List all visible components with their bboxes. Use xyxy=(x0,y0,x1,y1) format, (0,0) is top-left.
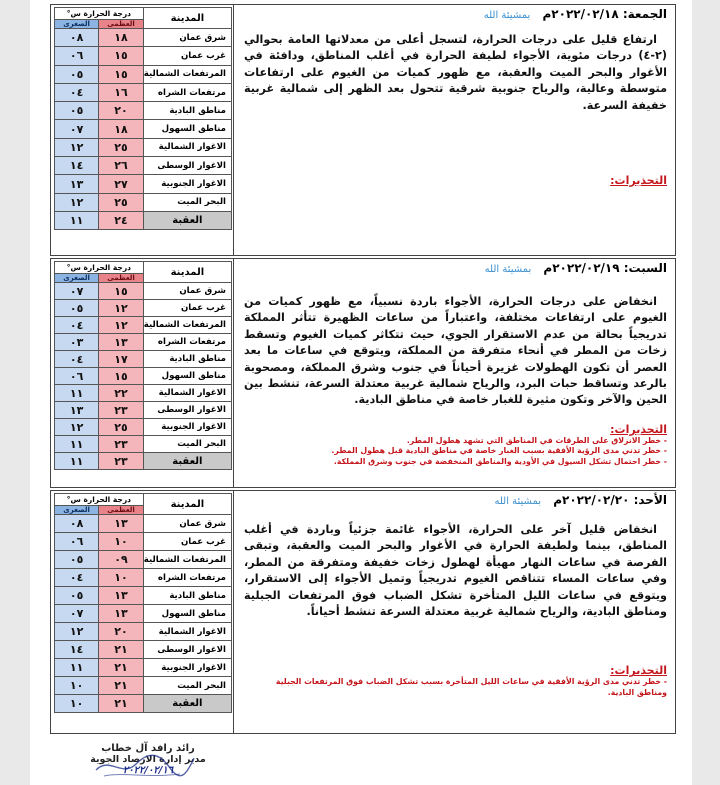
temperature-column-header: درجة الحرارة س° xyxy=(55,8,144,20)
blessing-text: بمشيئة الله xyxy=(494,496,542,507)
table-row xyxy=(55,83,232,101)
max-temp: ٢٢ xyxy=(99,385,143,402)
min-temp: ٠٥ xyxy=(55,551,99,569)
city-name: الاغوار الشمالية xyxy=(143,385,231,402)
max-temp: ٢٣ xyxy=(99,402,143,419)
table-row xyxy=(55,402,232,419)
temperature-column-header: درجة الحرارة س° xyxy=(55,494,144,506)
min-temp: ١١ xyxy=(55,436,99,453)
min-temp: ١٠ xyxy=(55,695,99,713)
table-row xyxy=(55,659,232,677)
city-name: الاغوار الجنوبية xyxy=(143,659,231,677)
city-name: مناطق البادية xyxy=(143,351,231,368)
max-temp: ٢١ xyxy=(99,677,143,695)
table-row xyxy=(55,385,232,402)
handwritten-signature xyxy=(90,748,200,782)
max-temp: ١٣ xyxy=(99,587,143,605)
table-row xyxy=(55,29,232,47)
city-name: الاغوار الجنوبية xyxy=(143,419,231,436)
temperature-column-header: درجة الحرارة س° xyxy=(55,262,144,274)
city-name: الاغوار الجنوبية xyxy=(143,175,231,193)
warnings-title: التحذيرات: xyxy=(610,664,667,678)
min-temp: ١٢ xyxy=(55,419,99,436)
city-name: البحر الميت xyxy=(143,436,231,453)
max-temp: ٢١ xyxy=(99,695,143,713)
table-row xyxy=(55,300,232,317)
table-row xyxy=(55,533,232,551)
max-temp: ٢٧ xyxy=(99,175,143,193)
table-row xyxy=(55,677,232,695)
max-temp: ١٧ xyxy=(99,351,143,368)
forecast-paragraph: انخفاض قليل آخر على الحرارة، الأجواء غائمة جزئياً وباردة في أغلب المناطق، بينما ولطيفة الحرارة في الأغوار والبحر الميت والعقبة، وتبقى الفرصة في ساعات النهار مهيأة لهطول زخات خفيفة ومتفرقة من المطر، وفي ساعات المساء تتناقص الغيوم تدريجياً وتميل الأجواء إلى الاستقرار، ويتوقع في ساعات الليل المتأخرة تشكل الضباب فوق المرتفعات الجبلية ومناطق البادية، والرياح شمالية غربية معتدلة السرعة تنشط أحياناً. xyxy=(244,523,667,619)
document-page xyxy=(30,0,692,785)
max-temp: ٢٦ xyxy=(99,157,143,175)
table-row xyxy=(55,138,232,156)
max-temp: ١٥ xyxy=(99,283,143,300)
city-name: البحر الميت xyxy=(143,193,231,211)
city-name: مناطق البادية xyxy=(143,587,231,605)
max-temp: ١٦ xyxy=(99,83,143,101)
table-row xyxy=(55,120,232,138)
table-row xyxy=(55,605,232,623)
table-row xyxy=(55,569,232,587)
forecast-text-column xyxy=(233,259,675,487)
min-temp: ٠٥ xyxy=(55,65,99,83)
min-temp: ١٤ xyxy=(55,157,99,175)
min-temp: ٠٥ xyxy=(55,102,99,120)
min-temp: ١٠ xyxy=(55,677,99,695)
city-column-header: المدينة xyxy=(143,262,231,283)
min-temp: ٠٦ xyxy=(55,533,99,551)
max-temp: ٢٠ xyxy=(99,623,143,641)
city-name: مناطق البادية xyxy=(143,102,231,120)
max-column-header: العظمى xyxy=(99,506,143,515)
city-name: الاغوار الشمالية xyxy=(143,138,231,156)
day-date: السبت: ٢٠٢٢/٠٢/١٩م xyxy=(543,261,667,275)
min-temp: ١٢ xyxy=(55,138,99,156)
city-name: العقبة xyxy=(143,453,231,470)
min-temp: ٠٦ xyxy=(55,47,99,65)
min-temp: ٠٤ xyxy=(55,317,99,334)
signatory-name: رائد رافد آل خطاب xyxy=(101,743,195,754)
day-date-line xyxy=(244,493,667,508)
max-temp: ٢٥ xyxy=(99,138,143,156)
min-temp: ١٢ xyxy=(55,623,99,641)
max-temp: ١٥ xyxy=(99,65,143,83)
warning-item: - خطر الانزلاق على الطرقات في المناطق التي تشهد هطول المطر. xyxy=(406,435,667,445)
city-name: الاغوار الوسطى xyxy=(143,402,231,419)
table-row xyxy=(55,102,232,120)
table-row xyxy=(55,587,232,605)
min-temp: ١٣ xyxy=(55,402,99,419)
temperature-table xyxy=(54,7,232,230)
city-name: مرتفعات الشراه xyxy=(143,569,231,587)
max-temp: ١٣ xyxy=(99,334,143,351)
max-temp: ١٨ xyxy=(99,120,143,138)
table-row xyxy=(55,334,232,351)
table-row xyxy=(55,515,232,533)
max-temp: ١٢ xyxy=(99,300,143,317)
min-temp: ٠٨ xyxy=(55,29,99,47)
temperature-table-panel xyxy=(51,491,235,733)
table-row xyxy=(55,368,232,385)
table-row xyxy=(55,157,232,175)
city-column-header: المدينة xyxy=(143,494,231,515)
table-row xyxy=(55,65,232,83)
min-temp: ١١ xyxy=(55,385,99,402)
warning-item: - خطر تدني مدى الرؤية الأفقية بسبب الغبار خاصة في مناطق البادية قبل هطول المطر. xyxy=(331,446,667,456)
min-temp: ٠٥ xyxy=(55,300,99,317)
max-temp: ٠٩ xyxy=(99,551,143,569)
city-name: غرب عمان xyxy=(143,533,231,551)
max-temp: ٢٥ xyxy=(99,193,143,211)
max-temp: ٢٥ xyxy=(99,419,143,436)
city-name: غرب عمان xyxy=(143,47,231,65)
max-temp: ١٥ xyxy=(99,368,143,385)
max-temp: ١٢ xyxy=(99,317,143,334)
table-row xyxy=(55,211,232,229)
blessing-text: بمشيئة الله xyxy=(484,264,532,275)
min-temp: ٠٥ xyxy=(55,587,99,605)
min-temp: ١٣ xyxy=(55,175,99,193)
table-row xyxy=(55,175,232,193)
temperature-table xyxy=(54,261,232,470)
forecast-text-column xyxy=(233,491,675,733)
min-temp: ٠٧ xyxy=(55,605,99,623)
city-name: شرق عمان xyxy=(143,283,231,300)
min-column-header: الصغرى xyxy=(55,506,99,515)
city-name: المرتفعات الشمالية xyxy=(143,317,231,334)
forecast-day-2 xyxy=(50,258,676,488)
city-name: مناطق السهول xyxy=(143,368,231,385)
min-temp: ٠٧ xyxy=(55,283,99,300)
city-name: المرتفعات الشمالية xyxy=(143,551,231,569)
min-column-header: الصغرى xyxy=(55,274,99,283)
max-temp: ٢٣ xyxy=(99,436,143,453)
min-temp: ١١ xyxy=(55,659,99,677)
day-date-line xyxy=(244,7,667,22)
city-name: العقبة xyxy=(143,695,231,713)
forecast-paragraph: ارتفاع قليل على درجات الحرارة، لتسجل أعلى من معدلاتها العامة بحوالي (٢-٤) درجات مئوية، الأجواء لطيفة الحرارة في أغلب المناطق، ودافئة في الأغوار والبحر الميت والعقبة، مع ظهور كميات من الغيوم على ارتفاعات متوسطة وعالية، والرياح جنوبية شرقية تتحول بعد الظهر إلى شمالية غربية خفيفة السرعة. xyxy=(244,33,667,112)
city-name: الاغوار الشمالية xyxy=(143,623,231,641)
max-temp: ١٣ xyxy=(99,605,143,623)
city-name: الاغوار الوسطى xyxy=(143,157,231,175)
max-column-header: العظمى xyxy=(99,274,143,283)
min-temp: ١٤ xyxy=(55,641,99,659)
table-row xyxy=(55,453,232,470)
max-temp: ٢٤ xyxy=(99,211,143,229)
min-temp: ١١ xyxy=(55,453,99,470)
min-temp: ٠٣ xyxy=(55,334,99,351)
min-column-header: الصغرى xyxy=(55,20,99,29)
day-date-line xyxy=(244,261,667,276)
day-date: الجمعة: ٢٠٢٢/٠٢/١٨م xyxy=(542,7,667,21)
temperature-table-panel xyxy=(51,5,235,255)
min-temp: ٠٤ xyxy=(55,351,99,368)
max-temp: ٢١ xyxy=(99,659,143,677)
city-name: غرب عمان xyxy=(143,300,231,317)
city-name: مرتفعات الشراه xyxy=(143,83,231,101)
table-row xyxy=(55,623,232,641)
min-temp: ٠٨ xyxy=(55,515,99,533)
city-name: مناطق السهول xyxy=(143,605,231,623)
min-temp: ٠٤ xyxy=(55,569,99,587)
warning-item: - خطر احتمال تشكل السيول في الأودية والمناطق المنخفضة في جنوب وشرق المملكة. xyxy=(333,456,667,466)
warnings-title: التحذيرات: xyxy=(610,422,667,436)
city-name: مرتفعات الشراه xyxy=(143,334,231,351)
table-row xyxy=(55,695,232,713)
city-column-header: المدينة xyxy=(143,8,231,29)
temperature-table-panel xyxy=(51,259,235,487)
table-row xyxy=(55,436,232,453)
forecast-text-column xyxy=(233,5,675,255)
max-temp: ١٣ xyxy=(99,515,143,533)
min-temp: ١١ xyxy=(55,211,99,229)
max-temp: ٢١ xyxy=(99,641,143,659)
blessing-text: بمشيئة الله xyxy=(483,10,531,21)
min-temp: ١٢ xyxy=(55,193,99,211)
max-temp: ٢٣ xyxy=(99,453,143,470)
signature-date: ٢٠٢٢/٠٢/١٦ xyxy=(122,765,174,776)
table-row xyxy=(55,641,232,659)
max-temp: ١٨ xyxy=(99,29,143,47)
forecast-day-1 xyxy=(50,4,676,256)
signatory-title: مدير إدارة الارصاد الجوية xyxy=(90,754,206,765)
warning-item: - خطر تدني مدى الرؤية الأفقية في ساعات الليل المتأخرة بسبب تشكل الضباب فوق المرتفعات الجبلية ومناطق البادية. xyxy=(275,677,667,697)
max-temp: ١٥ xyxy=(99,47,143,65)
forecast-day-3 xyxy=(50,490,676,734)
table-row xyxy=(55,193,232,211)
table-row xyxy=(55,317,232,334)
table-row xyxy=(55,419,232,436)
table-row xyxy=(55,47,232,65)
forecast-paragraph: انخفاض على درجات الحرارة، الأجواء باردة نسبياً، مع ظهور كميات من الغيوم على ارتفاعات مختلفة، واعتباراً من ساعات الظهيرة تتأثر المملكة تدريجياً بحالة من عدم الاستقرار الجوي، حيث تتكاثر كميات الغيوم وتسقط زخات من المطر في أنحاء متفرقة من المملكة، ويتوقع في ساعات ما بعد العصر أن تكون الهطولات غزيرة أحياناً في جنوب وشرق المملكة، ومصحوبة بالرعد وتساقط حبات البرد، والرياح شمالية غربية معتدلة السرعة، تنشط بين الحين والآخر وتكون مثيرة للغبار خاصة في مناطق البادية. xyxy=(244,295,667,407)
min-temp: ٠٤ xyxy=(55,83,99,101)
min-temp: ٠٧ xyxy=(55,120,99,138)
city-name: شرق عمان xyxy=(143,29,231,47)
city-name: العقبة xyxy=(143,211,231,229)
max-column-header: العظمى xyxy=(99,20,143,29)
city-name: المرتفعات الشمالية xyxy=(143,65,231,83)
warnings-title: التحذيرات: xyxy=(610,174,667,188)
max-temp: ٢٠ xyxy=(99,102,143,120)
city-name: مناطق السهول xyxy=(143,120,231,138)
temperature-table xyxy=(54,493,232,713)
table-row xyxy=(55,351,232,368)
table-row xyxy=(55,551,232,569)
city-name: البحر الميت xyxy=(143,677,231,695)
table-row xyxy=(55,283,232,300)
min-temp: ٠٦ xyxy=(55,368,99,385)
max-temp: ١٠ xyxy=(99,569,143,587)
city-name: الاغوار الوسطى xyxy=(143,641,231,659)
city-name: شرق عمان xyxy=(143,515,231,533)
max-temp: ١٠ xyxy=(99,533,143,551)
day-date: الأحد: ٢٠٢٢/٠٢/٢٠م xyxy=(553,493,667,507)
